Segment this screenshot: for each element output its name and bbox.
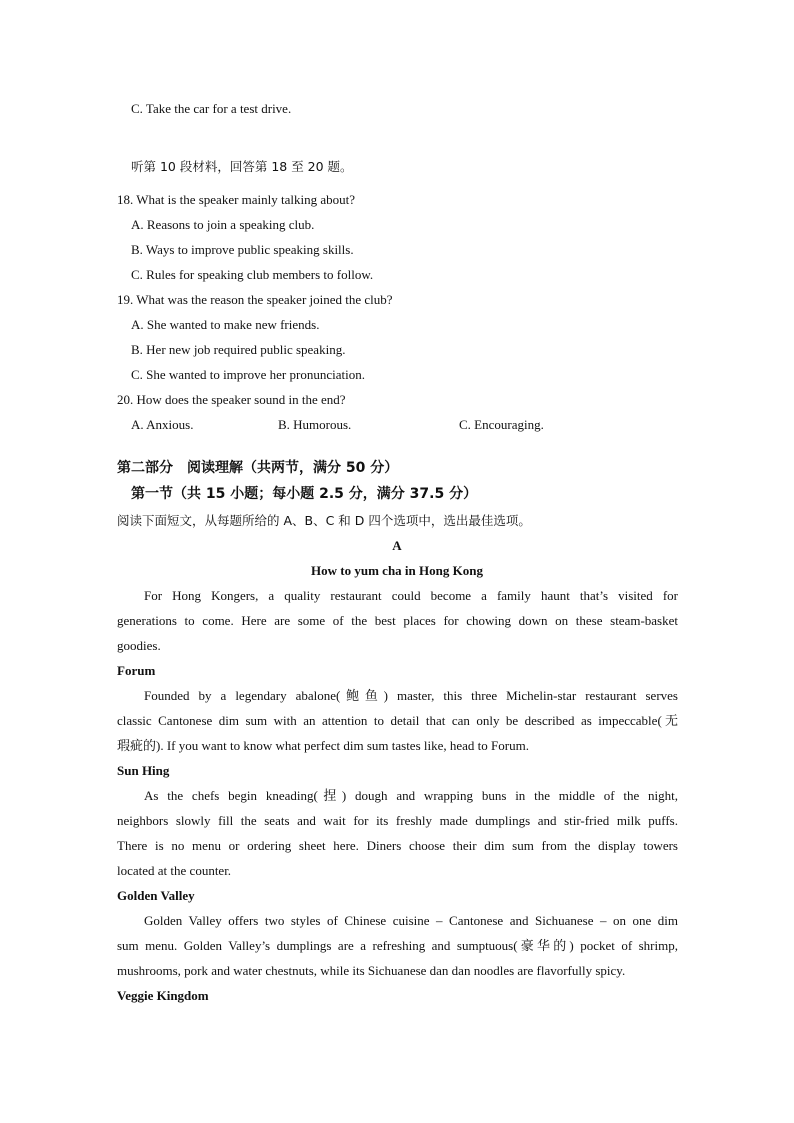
golden-valley-line-1: Golden Valley offers two styles of Chinese cuisine – Cantonese and Sichuanese – on one dim xyxy=(144,913,678,928)
intro-line-3: goodies. xyxy=(117,638,161,653)
question-19: 19. What was the reason the speaker joined the club? xyxy=(117,292,393,307)
sun-hing-line-2: neighbors slowly fill the seats and wait for its freshly made dumplings and stir-fried milk puffs. xyxy=(117,813,678,828)
q18-option-c: C. Rules for speaking club members to follow. xyxy=(131,267,374,282)
question-18: 18. What is the speaker mainly talking about? xyxy=(117,192,356,207)
section1-heading: 第一节（共 15 小题；每小题 2.5 分，满分 37.5 分） xyxy=(131,486,478,502)
forum-heading: Forum xyxy=(117,663,156,678)
q17-option-c: C. Take the car for a test drive. xyxy=(131,101,292,116)
q20-option-c: C. Encouraging. xyxy=(459,417,544,432)
q19-option-b: B. Her new job required public speaking. xyxy=(131,342,346,357)
reading-instruction: 阅读下面短文，从每题所给的 A、B、C 和 D 四个选项中，选出最佳选项。 xyxy=(117,513,531,528)
sun-hing-line-1: As the chefs begin kneading(捏) dough and wrapping buns in the middle of the night, xyxy=(144,788,678,803)
question-20: 20. How does the speaker sound in the end? xyxy=(117,392,346,407)
golden-valley-line-2: sum menu. Golden Valley’s dumplings are a refreshing and sumptuous(豪华的) pocket of shrimp, xyxy=(117,938,678,953)
q20-option-a: A. Anxious. xyxy=(131,417,194,432)
listening-instruction: 听第 10 段材料，回答第 18 至 20 题。 xyxy=(131,159,353,174)
sun-hing-line-4: located at the counter. xyxy=(117,863,232,878)
passage-letter: A xyxy=(392,538,402,553)
golden-valley-line-3: mushrooms, pork and water chestnuts, while its Sichuanese dan dan noodles are flavorfully spicy. xyxy=(117,963,626,978)
sun-hing-heading: Sun Hing xyxy=(117,763,170,778)
q18-option-b: B. Ways to improve public speaking skills. xyxy=(131,242,354,257)
q19-option-c: C. She wanted to improve her pronunciation. xyxy=(131,367,365,382)
passage-title: How to yum cha in Hong Kong xyxy=(311,563,483,578)
q18-option-a: A. Reasons to join a speaking club. xyxy=(131,217,315,232)
intro-line-1: For Hong Kongers, a quality restaurant could become a family haunt that’s visited for xyxy=(144,588,678,603)
forum-line-3: 瑕疵的). If you want to know what perfect dim sum tastes like, head to Forum. xyxy=(117,738,529,753)
forum-line-1: Founded by a legendary abalone(鲍鱼) master, this three Michelin-star restaurant serves xyxy=(144,688,678,703)
part2-heading: 第二部分 阅读理解（共两节，满分 50 分） xyxy=(117,460,399,476)
forum-line-2: classic Cantonese dim sum with an attention to detail that can only be described as impeccable(无 xyxy=(117,713,678,728)
sun-hing-line-3: There is no menu or ordering sheet here. Diners choose their dim sum from the display towers xyxy=(117,838,678,853)
q20-option-b: B. Humorous. xyxy=(278,417,352,432)
golden-valley-heading: Golden Valley xyxy=(117,888,195,903)
q19-option-a: A. She wanted to make new friends. xyxy=(131,317,320,332)
veggie-kingdom-heading: Veggie Kingdom xyxy=(117,988,209,1003)
intro-line-2: generations to come. Here are some of the best places for chowing down on these steam-basket xyxy=(117,613,678,628)
